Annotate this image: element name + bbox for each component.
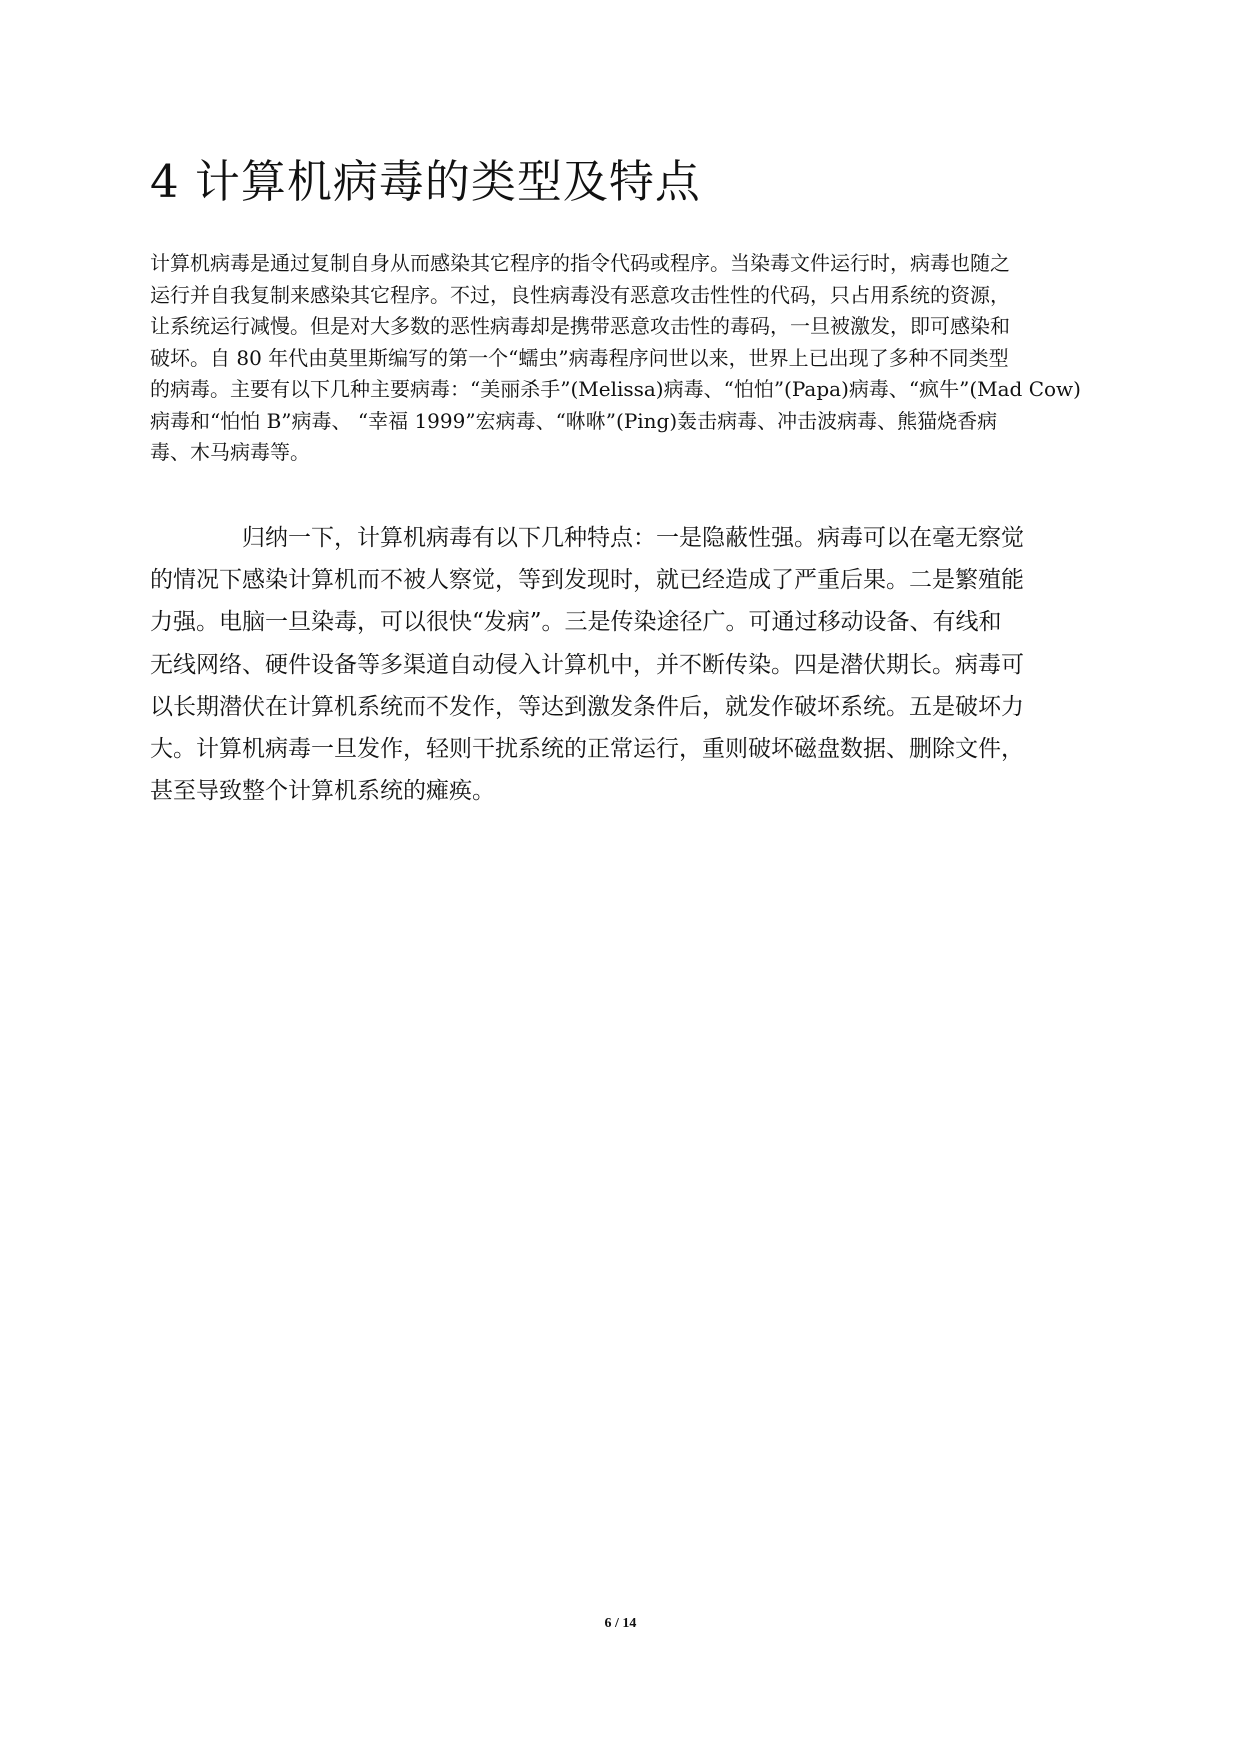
paragraph-line: 病毒和“怕怕 B”病毒、 “幸福 1999”宏病毒、“咻咻”(Ping)轰击病毒、冲击波病毒、熊猫烧香病 xyxy=(150,408,998,433)
paragraph-line-text: 归纳一下，计算机病毒有以下几种特点：一是隐蔽性强。病毒可以在毫无察觉 xyxy=(242,525,1024,551)
paragraph-line: 以长期潜伏在计算机系统而不发作，等达到激发条件后，就发作破坏系统。五是破坏力 xyxy=(150,693,1024,720)
paragraph-line: 无线网络、硬件设备等多渠道自动侵入计算机中，并不断传染。四是潜伏期长。病毒可 xyxy=(150,651,1024,678)
paragraph-line: 运行并自我复制来感染其它程序。不过，良性病毒没有恶意攻击性性的代码，只占用系统的资源， xyxy=(150,282,1010,307)
page-number: 6 / 14 xyxy=(604,1616,637,1631)
intro-paragraph xyxy=(150,248,1105,469)
paragraph-line-first xyxy=(150,517,1105,559)
features-paragraph xyxy=(150,517,1105,812)
paragraph-line: 破坏。自 80 年代由莫里斯编写的第一个“蠕虫”病毒程序问世以来，世界上已出现了多种不同类型 xyxy=(150,345,1009,370)
paragraph-line: 毒、木马病毒等。 xyxy=(150,440,310,464)
paragraph-line: 的病毒。主要有以下几种主要病毒：“美丽杀手”(Melissa)病毒、“怕怕”(Papa)病毒、“疯牛”(Mad Cow) xyxy=(150,377,1081,401)
paragraph-line: 甚至导致整个计算机系统的瘫痪。 xyxy=(150,778,495,805)
paragraph-line: 力强。电脑一旦染毒，可以很快“发病”。三是传染途径广。可通过移动设备、有线和 xyxy=(150,609,1002,636)
paragraph-line: 的情况下感染计算机而不被人察觉，等到发现时，就已经造成了严重后果。二是繁殖能 xyxy=(150,567,1024,594)
paragraph-line: 计算机病毒是通过复制自身从而感染其它程序的指令代码或程序。当染毒文件运行时，病毒也随之 xyxy=(150,251,1010,275)
paragraph-line: 大。计算机病毒一旦发作，轻则干扰系统的正常运行，重则破坏磁盘数据、删除文件， xyxy=(150,736,1024,763)
page-title: 4 计算机病毒的类型及特点 xyxy=(150,155,701,208)
paragraph-line: 让系统运行减慢。但是对大多数的恶性病毒却是携带恶意攻击性的毒码，一旦被激发，即可感染和 xyxy=(150,314,1010,338)
